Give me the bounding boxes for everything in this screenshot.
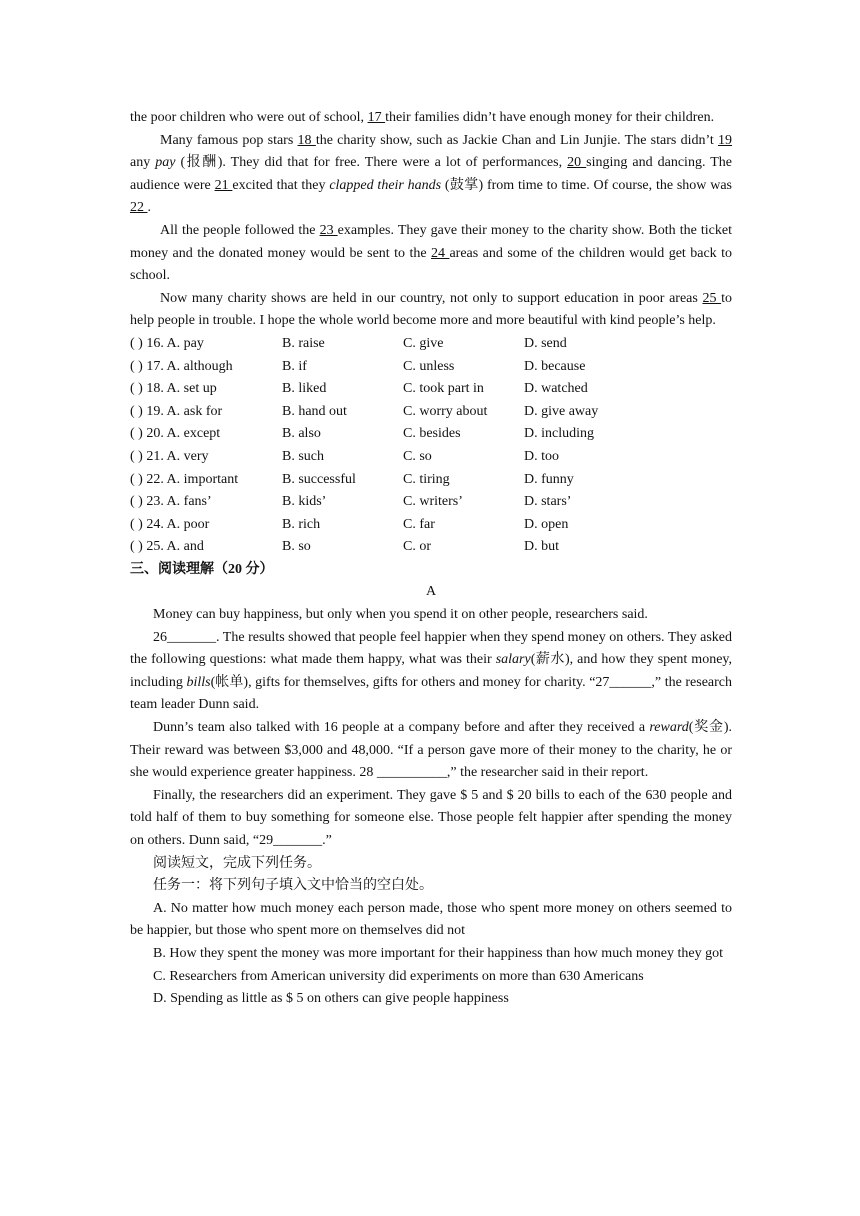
blank-22: 22 [130,200,148,216]
choice-b: B. How they spent the money was more important for their happiness than how much money they got [153,945,724,961]
section-heading: 三、阅读理解（20 分） [130,561,274,577]
cloze-paragraph-3: All the people followed the 23 examples. They gave their money to the charity show. Both the ticket money and the donated money would be sent to the 24 areas and some of the children would get back to school. [130,222,733,284]
blank-19: 19 [718,132,733,148]
option-row-25: ( ) 25. A. and B. so C. or D. but [130,539,559,555]
reading-paragraph-2: 26_______. The results showed that people feel happier when they spend money on others. They asked the following questions: what made them happy, what was their salary(薪水), and how they spent money, including bills(帐单), gifts for themselves, gifts for others and money for charity. “27______,” the research team leader Dunn said. [130,629,732,713]
choice-d: D. Spending as little as $ 5 on others can give people happiness [153,991,509,1007]
blank-18: 18 [297,132,316,148]
option-row-24: ( ) 24. A. poor B. rich C. far D. open [130,516,569,532]
options-table [130,333,732,559]
option-row-19: ( ) 19. A. ask for B. hand out C. worry about D. give away [130,403,599,419]
option-row-17: ( ) 17. A. although B. if C. unless D. because [130,358,586,374]
blank-20: 20 [567,155,587,171]
reading-paragraph-3: Dunn’s team also talked with 16 people at a company before and after they received a reward(奖金). Their reward was between $3,000 and 48,000. “If a person gave more of their money to the charity, he or she would experience greater happiness. 28 __________,” the researcher said in their report. [130,720,732,781]
blank-24: 24 [431,245,450,261]
blank-25: 25 [702,290,722,306]
choice-a: A. No matter how much money each person made, those who spent more money on others seemed to be happier, but those who spent more on themselves did not [130,900,732,939]
option-row-22: ( ) 22. A. important B. successful C. tiring D. funny [130,471,574,487]
reading-paragraph-1: Money can buy happiness, but only when you spend it on other people, researchers said. [153,607,648,623]
choice-c: C. Researchers from American university did experiments on more than 630 Americans [153,968,644,984]
instruction-read: 阅读短文，完成下列任务。 [153,855,321,871]
reading-paragraph-4: Finally, the researchers did an experiment. They gave $ 5 and $ 20 bills to each of the 630 people and told half of them to buy something for someone else. Those people felt happier after spending the money on others. Dunn said, “29_______.” [130,787,732,848]
option-row-23: ( ) 23. A. fans’ B. kids’ C. writers’ D. stars’ [130,494,572,510]
blank-23: 23 [319,222,338,238]
document-page [130,107,732,1011]
cloze-paragraph-4: Now many charity shows are held in our country, not only to support education in poor areas 25 to help people in trouble. I hope the whole world become more and more beautiful with kind people’s help. [130,290,732,329]
option-row-21: ( ) 21. A. very B. such C. so D. too [130,448,559,464]
option-row-20: ( ) 20. A. except B. also C. besides D. including [130,426,594,442]
option-row-18: ( ) 18. A. set up B. liked C. took part in D. watched [130,381,588,397]
cloze-paragraph-2: Many famous pop stars 18 the charity show, such as Jackie Chan and Lin Junjie. The stars didn’t 19 any pay (报酬). They did that for free. There were a lot of performances, 20 singing and dancing. The audience were 21 excited that they clapped their hands (鼓掌) from time to time. Of course, the show was 22 . [130,132,733,216]
instruction-task-1: 任务一：将下列句子填入文中恰当的空白处。 [153,878,433,894]
blank-21: 21 [214,177,233,193]
option-row-16: ( ) 16. A. pay B. raise C. give D. send [130,335,567,351]
blank-17: 17 [367,110,386,125]
passage-label: A [425,584,437,600]
cloze-paragraph-1: the poor children who were out of school, 17 their families didn’t have enough money for their children. [130,110,715,125]
